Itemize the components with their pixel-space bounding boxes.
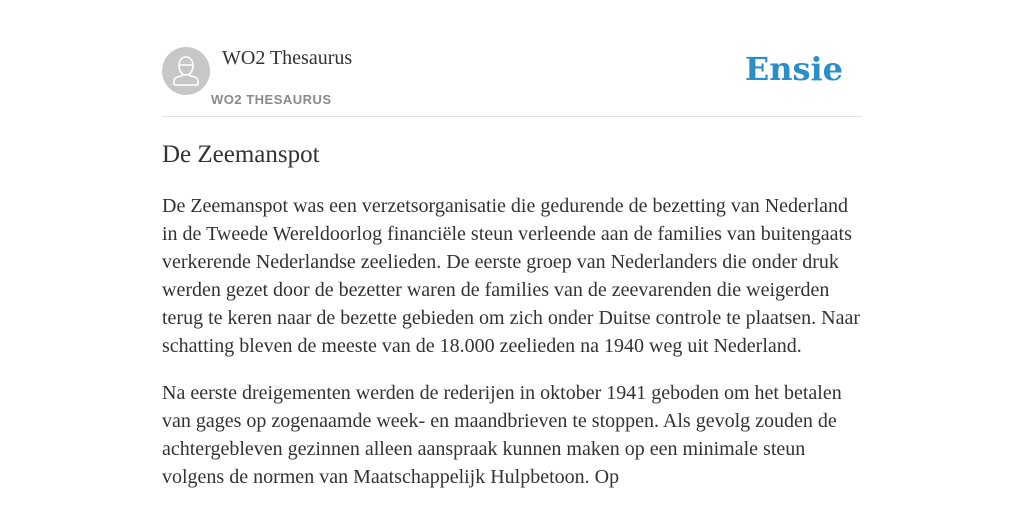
article-paragraph: Na eerste dreigementen werden de rederijen in oktober 1941 geboden om het betalen van gages op zogenaamde week- en maandbrieven te stoppen. Als gevolg zouden de achtergebleven gezinnen alleen aanspraak kunnen maken op een minimale steun volgens de normen van Maatschappelijk Hulpbetoon. Op (162, 382, 842, 488)
article-paragraph: De Zeemanspot was een verzetsorganisatie die gedurende de bezetting van Nederland in de Tweede Wereldoorlog financiële steun verleende aan de families van buitengaats verkerende Nederlandse zeelieden. De eerste groep van Nederlanders die onder druk werden gezet door de bezetter waren de families van de zeevarenden die weigerden terug te keren naar de bezette gebieden om zich onder Duitse controle te plaatsen. Naar schatting bleven de meeste van de 18.000 zeelieden na 1940 weg uit Nederland. (162, 195, 861, 357)
header (162, 0, 862, 117)
user-icon (162, 47, 210, 95)
author-subtitle[interactable]: WO2 THESAURUS (211, 92, 332, 107)
brand-logo[interactable]: Ensie (744, 50, 843, 88)
page-title: De Zeemanspot (162, 141, 320, 168)
avatar[interactable] (162, 47, 210, 95)
article (162, 138, 862, 491)
author-name[interactable]: WO2 Thesaurus (222, 47, 353, 69)
